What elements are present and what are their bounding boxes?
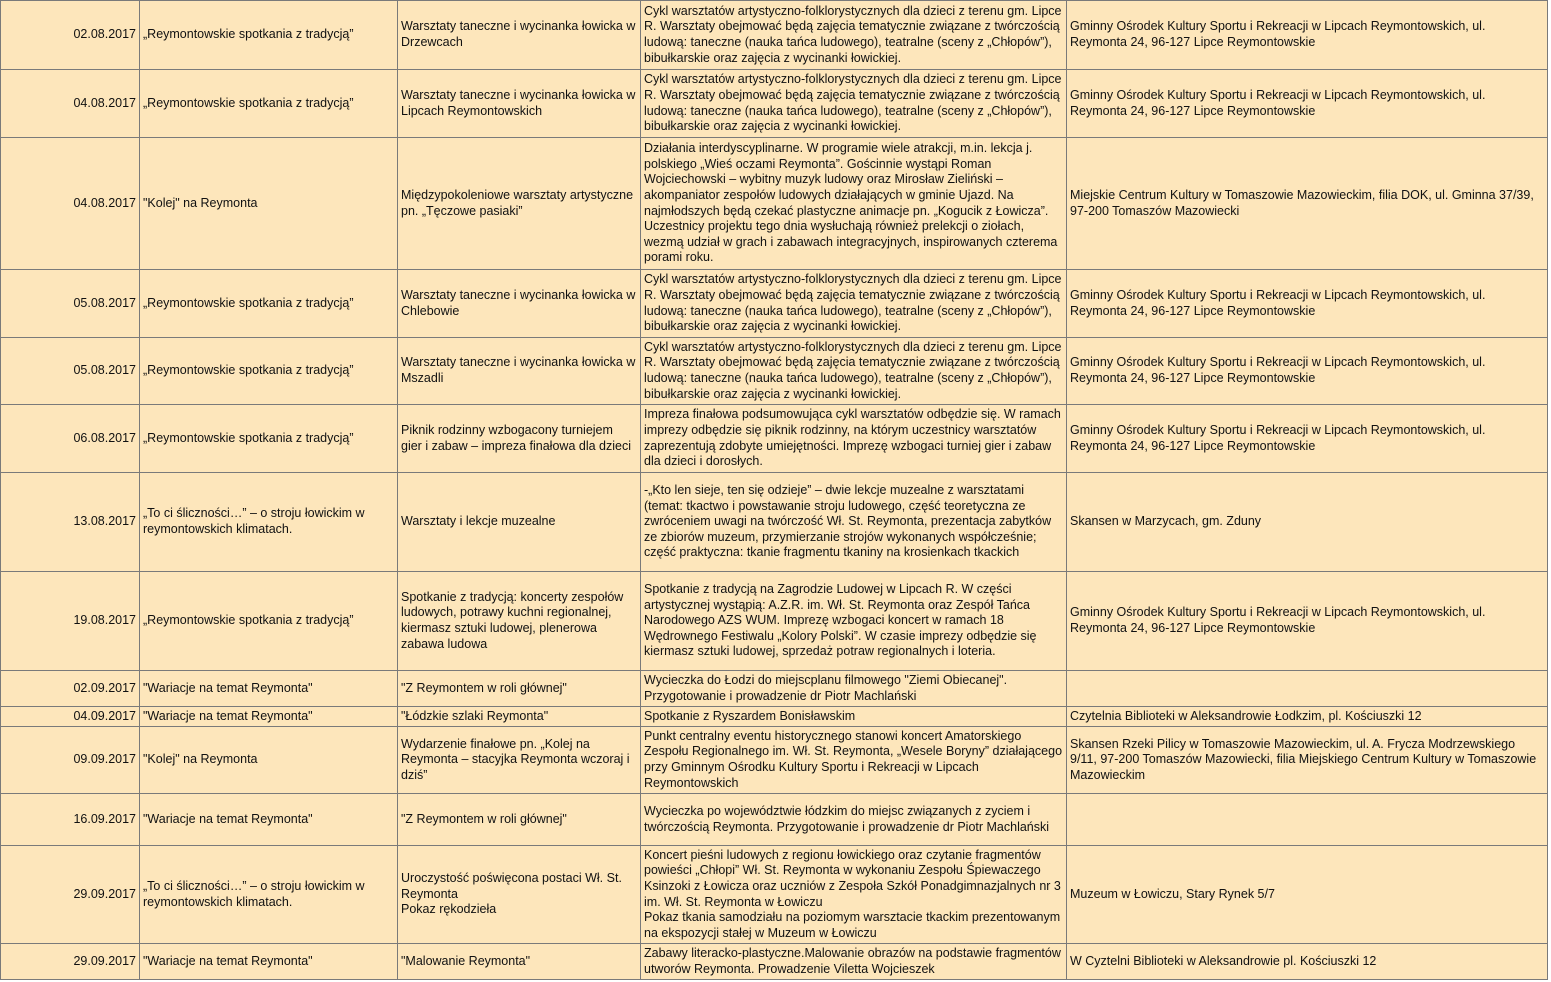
description-cell: Cykl warsztatów artystyczno-folklorystycznych dla dzieci z terenu gm. Lipce R. Warsztaty obejmować będą zajęcia tematycznie związane z twórczością ludową: taneczne (nauka tańca ludowego), teatralne (sceny z „Chłopów”), bibułkarskie oraz zajęcia z wycinanki łowickiej.: [641, 270, 1067, 338]
table-row: [1, 727, 1548, 794]
event-cell: "Malowanie Reymonta": [398, 944, 641, 980]
location-cell: Gminny Ośrodek Kultury Sportu i Rekreacji w Lipcach Reymontowskich, ul. Reymonta 24, 96-127 Lipce Reymontowskie: [1067, 338, 1548, 405]
date-cell: 29.09.2017: [1, 944, 140, 980]
location-cell: [1067, 671, 1548, 707]
table-row: [1, 338, 1548, 405]
description-cell: Działania interdyscyplinarne. W programie wiele atrakcji, m.in. lekcja j. polskiego „Wieś oczami Reymonta”. Gościnnie wystąpi Roman Wojciechowski – wybitny muzyk ludowy oraz Mirosław Zieliński – akompaniator zespołów ludowych działających w gminie Ujazd. Na najmłodszych będą czekać plastyczne animacje pn. „Kogucik z Łowicza”. Uczestnicy projektu tego dnia wysłuchają również prelekcji o ziołach, wezmą udział w grach i zabawach integracyjnych, inspirowanych czterema porami roku.: [641, 138, 1067, 270]
project-cell: "Kolej" na Reymonta: [140, 727, 398, 794]
table-row: [1, 270, 1548, 338]
description-cell: -„Kto len sieje, ten się odzieje” – dwie lekcje muzealne z warsztatami (temat: tkactwo i powstawanie stroju ludowego, część teoretyczna ze zwróceniem uwagi na twórczość Wł. St. Reymonta, prezentacja zabytków ze zbiorów muzeum, przymierzanie strojów wykonanych współcześnie; część praktyczna: tkanie fragmentu tkaniny na krosienkach tkackich: [641, 473, 1067, 572]
description-cell: Wycieczka do Łodzi do miejscplanu filmowego "Ziemi Obiecanej". Przygotowanie i prowadzenie dr Piotr Machlański: [641, 671, 1067, 707]
project-cell: „Reymontowskie spotkania z tradycją”: [140, 270, 398, 338]
description-cell: Cykl warsztatów artystyczno-folklorystycznych dla dzieci z terenu gm. Lipce R. Warsztaty obejmować będą zajęcia tematycznie związane z twórczością ludową: taneczne (nauka tańca ludowego), teatralne (sceny z „Chłopów”), bibułkarskie oraz zajęcia z wycinanki łowickiej.: [641, 70, 1067, 138]
date-cell: 04.08.2017: [1, 138, 140, 270]
description-cell: Zabawy literacko-plastyczne.Malowanie obrazów na podstawie fragmentów utworów Reymonta. Prowadzenie Viletta Wojcieszek: [641, 944, 1067, 980]
description-cell: Impreza finałowa podsumowująca cykl warsztatów odbędzie się. W ramach imprezy odbędzie się piknik rodzinny, na którym uczestnicy warsztatów zaprezentują zdobyte umiejętności. Imprezę wzbogaci turniej gier i zabaw dla dzieci i dorosłych.: [641, 405, 1067, 473]
table-row: [1, 70, 1548, 138]
location-cell: Gminny Ośrodek Kultury Sportu i Rekreacji w Lipcach Reymontowskich, ul. Reymonta 24, 96-127 Lipce Reymontowskie: [1067, 405, 1548, 473]
event-cell: "Z Reymontem w roli głównej": [398, 794, 641, 846]
description-cell: Spotkanie z Ryszardem Bonisławskim: [641, 707, 1067, 727]
location-cell: Gminny Ośrodek Kultury Sportu i Rekreacji w Lipcach Reymontowskich, ul. Reymonta 24, 96-127 Lipce Reymontowskie: [1067, 1, 1548, 70]
date-cell: 16.09.2017: [1, 794, 140, 846]
event-cell: Warsztaty taneczne i wycinanka łowicka w Drzewcach: [398, 1, 641, 70]
event-cell: Warsztaty taneczne i wycinanka łowicka w Lipcach Reymontowskich: [398, 70, 641, 138]
description-cell: Koncert pieśni ludowych z regionu łowickiego oraz czytanie fragmentów powieści „Chłopi” Wł. St. Reymonta w wykonaniu Zespołu Śpiewaczego Ksinzoki z Łowicza oraz uczniów z Zespoła Szkół Ponadgimnazjalnych nr 3 im. Wł. St. Reymonta w Łowiczu Pokaz tkania samodziału na poziomym warsztacie tkackim prezentowanym na ekspozycji stałej w Muzeum w Łowiczu: [641, 846, 1067, 944]
date-cell: 02.08.2017: [1, 1, 140, 70]
date-cell: 19.08.2017: [1, 572, 140, 671]
date-cell: 02.09.2017: [1, 671, 140, 707]
table-row: [1, 138, 1548, 270]
location-cell: Muzeum w Łowiczu, Stary Rynek 5/7: [1067, 846, 1548, 944]
date-cell: 04.09.2017: [1, 707, 140, 727]
date-cell: 09.09.2017: [1, 727, 140, 794]
location-cell: Skansen w Marzycach, gm. Zduny: [1067, 473, 1548, 572]
description-cell: Wycieczka po województwie łódzkim do miejsc związanych z zyciem i twórczością Reymonta. Przygotowanie i prowadzenie dr Piotr Machlański: [641, 794, 1067, 846]
date-cell: 04.08.2017: [1, 70, 140, 138]
event-cell: "Łódzkie szlaki Reymonta": [398, 707, 641, 727]
description-cell: Cykl warsztatów artystyczno-folklorystycznych dla dzieci z terenu gm. Lipce R. Warsztaty obejmować będą zajęcia tematycznie związane z twórczością ludową: taneczne (nauka tańca ludowego), teatralne (sceny z „Chłopów”), bibułkarskie oraz zajęcia z wycinanki łowickiej.: [641, 1, 1067, 70]
location-cell: Gminny Ośrodek Kultury Sportu i Rekreacji w Lipcach Reymontowskich, ul. Reymonta 24, 96-127 Lipce Reymontowskie: [1067, 70, 1548, 138]
location-cell: Gminny Ośrodek Kultury Sportu i Rekreacji w Lipcach Reymontowskich, ul. Reymonta 24, 96-127 Lipce Reymontowskie: [1067, 572, 1548, 671]
event-cell: Uroczystość poświęcona postaci Wł. St. Reymonta Pokaz rękodzieła: [398, 846, 641, 944]
project-cell: „Reymontowskie spotkania z tradycją”: [140, 70, 398, 138]
project-cell: „Reymontowskie spotkania z tradycją”: [140, 1, 398, 70]
table-row: [1, 944, 1548, 980]
project-cell: „Reymontowskie spotkania z tradycją”: [140, 405, 398, 473]
project-cell: "Kolej" na Reymonta: [140, 138, 398, 270]
date-cell: 05.08.2017: [1, 270, 140, 338]
event-cell: Piknik rodzinny wzbogacony turniejem gier i zabaw – impreza finałowa dla dzieci: [398, 405, 641, 473]
project-cell: "Wariacje na temat Reymonta": [140, 944, 398, 980]
table-row: [1, 473, 1548, 572]
date-cell: 05.08.2017: [1, 338, 140, 405]
description-cell: Punkt centralny eventu historycznego stanowi koncert Amatorskiego Zespołu Regionalnego im. Wł. St. Reymonta, „Wesele Boryny” działającego przy Gminnym Ośrodku Kultury Sportu i Rekreacji w Lipcach Reymontowskich: [641, 727, 1067, 794]
table-row: [1, 846, 1548, 944]
project-cell: "Wariacje na temat Reymonta": [140, 707, 398, 727]
event-cell: "Z Reymontem w roli głównej": [398, 671, 641, 707]
location-cell: [1067, 794, 1548, 846]
project-cell: „Reymontowskie spotkania z tradycją”: [140, 572, 398, 671]
event-cell: Warsztaty i lekcje muzealne: [398, 473, 641, 572]
table-row: [1, 707, 1548, 727]
project-cell: "Wariacje na temat Reymonta": [140, 671, 398, 707]
table-row: [1, 794, 1548, 846]
date-cell: 29.09.2017: [1, 846, 140, 944]
event-cell: Warsztaty taneczne i wycinanka łowicka w Chlebowie: [398, 270, 641, 338]
event-cell: Warsztaty taneczne i wycinanka łowicka w Mszadli: [398, 338, 641, 405]
table-row: [1, 405, 1548, 473]
location-cell: Czytelnia Biblioteki w Aleksandrowie Łodkzim, pl. Kościuszki 12: [1067, 707, 1548, 727]
table-row: [1, 572, 1548, 671]
description-cell: Cykl warsztatów artystyczno-folklorystycznych dla dzieci z terenu gm. Lipce R. Warsztaty obejmować będą zajęcia tematycznie związane z twórczością ludową: taneczne (nauka tańca ludowego), teatralne (sceny z „Chłopów”), bibułkarskie oraz zajęcia z wycinanki łowickiej.: [641, 338, 1067, 405]
location-cell: W Cyztelni Biblioteki w Aleksandrowie pl. Kościuszki 12: [1067, 944, 1548, 980]
event-cell: Wydarzenie finałowe pn. „Kolej na Reymonta – stacyjka Reymonta wczoraj i dziś”: [398, 727, 641, 794]
location-cell: Skansen Rzeki Pilicy w Tomaszowie Mazowieckim, ul. A. Frycza Modrzewskiego 9/11, 97-200 Tomaszów Mazowiecki, filia Miejskiego Centrum Kultury w Tomaszowie Mazowieckim: [1067, 727, 1548, 794]
location-cell: Miejskie Centrum Kultury w Tomaszowie Mazowieckim, filia DOK, ul. Gminna 37/39, 97-200 Tomaszów Mazowiecki: [1067, 138, 1548, 270]
table-row: [1, 1, 1548, 70]
project-cell: „To ci śliczności…” – o stroju łowickim w reymontowskich klimatach.: [140, 846, 398, 944]
table-row: [1, 671, 1548, 707]
location-cell: Gminny Ośrodek Kultury Sportu i Rekreacji w Lipcach Reymontowskich, ul. Reymonta 24, 96-127 Lipce Reymontowskie: [1067, 270, 1548, 338]
project-cell: „To ci śliczności…” – o stroju łowickim w reymontowskich klimatach.: [140, 473, 398, 572]
description-cell: Spotkanie z tradycją na Zagrodzie Ludowej w Lipcach R. W części artystycznej wystąpią: A.Z.R. im. Wł. St. Reymonta oraz Zespół Tańca Narodowego AZS WUM. Imprezę wzbogaci koncert w ramach 18 Wędrownego Festiwalu „Kolory Polski”. W czasie imprezy odbędzie się kiermasz sztuki ludowej, sprzedaż potraw regionalnych i loteria.: [641, 572, 1067, 671]
event-cell: Międzypokoleniowe warsztaty artystyczne pn. „Tęczowe pasiaki”: [398, 138, 641, 270]
date-cell: 13.08.2017: [1, 473, 140, 572]
date-cell: 06.08.2017: [1, 405, 140, 473]
project-cell: „Reymontowskie spotkania z tradycją”: [140, 338, 398, 405]
project-cell: "Wariacje na temat Reymonta": [140, 794, 398, 846]
event-cell: Spotkanie z tradycją: koncerty zespołów ludowych, potrawy kuchni regionalnej, kiermasz sztuki ludowej, plenerowa zabawa ludowa: [398, 572, 641, 671]
